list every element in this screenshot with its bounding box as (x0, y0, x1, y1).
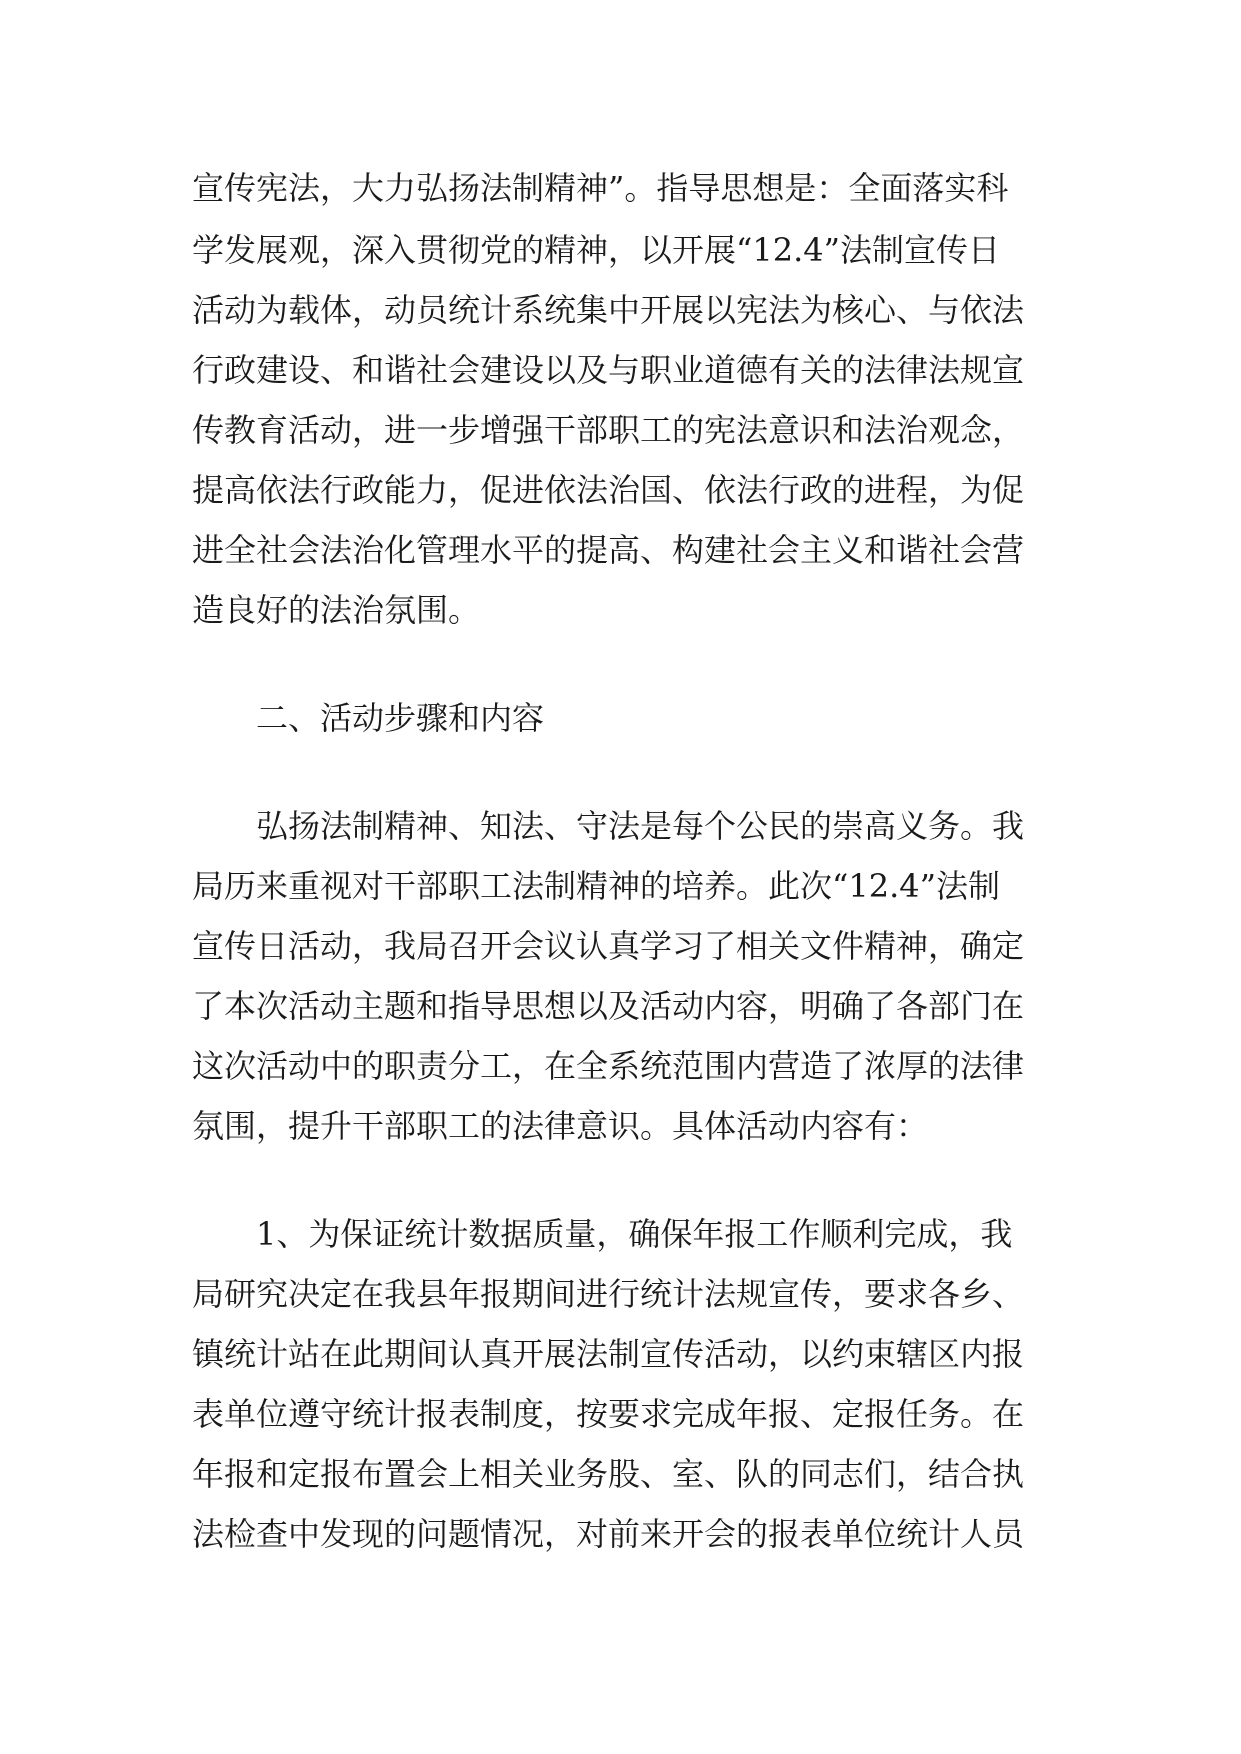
paragraph-1-line-2: 学发展观，深入贯彻党的精神，以开展“12.4”法制宣传日 (192, 231, 1000, 269)
paragraph-3-line-3: 镇统计站在此期间认真开展法制宣传活动，以约束辖区内报 (192, 1335, 1025, 1373)
paragraph-3-line-1: 1、为保证统计数据质量，确保年报工作顺利完成，我 (256, 1215, 1013, 1253)
paragraph-2-line-2: 局历来重视对干部职工法制精神的培养。此次“12.4”法制 (192, 867, 1000, 905)
paragraph-2-line-4: 了本次活动主题和指导思想以及活动内容，明确了各部门在 (192, 987, 1025, 1025)
paragraph-2-line-5: 这次活动中的职责分工，在全系统范围内营造了浓厚的法律 (192, 1047, 1025, 1085)
paragraph-3-line-5: 年报和定报布置会上相关业务股、室、队的同志们，结合执 (192, 1455, 1025, 1493)
paragraph-1-line-7: 进全社会法治化管理水平的提高、构建社会主义和谐社会营 (192, 531, 1025, 569)
paragraph-2-line-1: 弘扬法制精神、知法、守法是每个公民的崇高义务。我 (256, 807, 1025, 845)
paragraph-2-line-3: 宣传日活动，我局召开会议认真学习了相关文件精神，确定 (192, 927, 1025, 965)
paragraph-1-line-4: 行政建设、和谐社会建设以及与职业道德有关的法律法规宣 (192, 351, 1025, 389)
paragraph-3-line-6: 法检查中发现的问题情况，对前来开会的报表单位统计人员 (192, 1515, 1025, 1553)
paragraph-1-line-8: 造良好的法治氛围。 (192, 591, 481, 629)
paragraph-3-line-2: 局研究决定在我县年报期间进行统计法规宣传，要求各乡、 (192, 1275, 1025, 1313)
paragraph-3-line-4: 表单位遵守统计报表制度，按要求完成年报、定报任务。在 (192, 1395, 1025, 1433)
section-heading: 二、活动步骤和内容 (256, 699, 545, 737)
paragraph-2-line-6: 氛围，提升干部职工的法律意识。具体活动内容有： (192, 1107, 929, 1145)
paragraph-1-line-1: 宣传宪法，大力弘扬法制精神”。指导思想是：全面落实科 (192, 169, 1009, 207)
paragraph-1-line-6: 提高依法行政能力，促进依法治国、依法行政的进程，为促 (192, 471, 1025, 509)
paragraph-1-line-3: 活动为载体，动员统计系统集中开展以宪法为核心、与依法 (192, 291, 1025, 329)
paragraph-1-line-5: 传教育活动，进一步增强干部职工的宪法意识和法治观念， (192, 411, 1025, 449)
